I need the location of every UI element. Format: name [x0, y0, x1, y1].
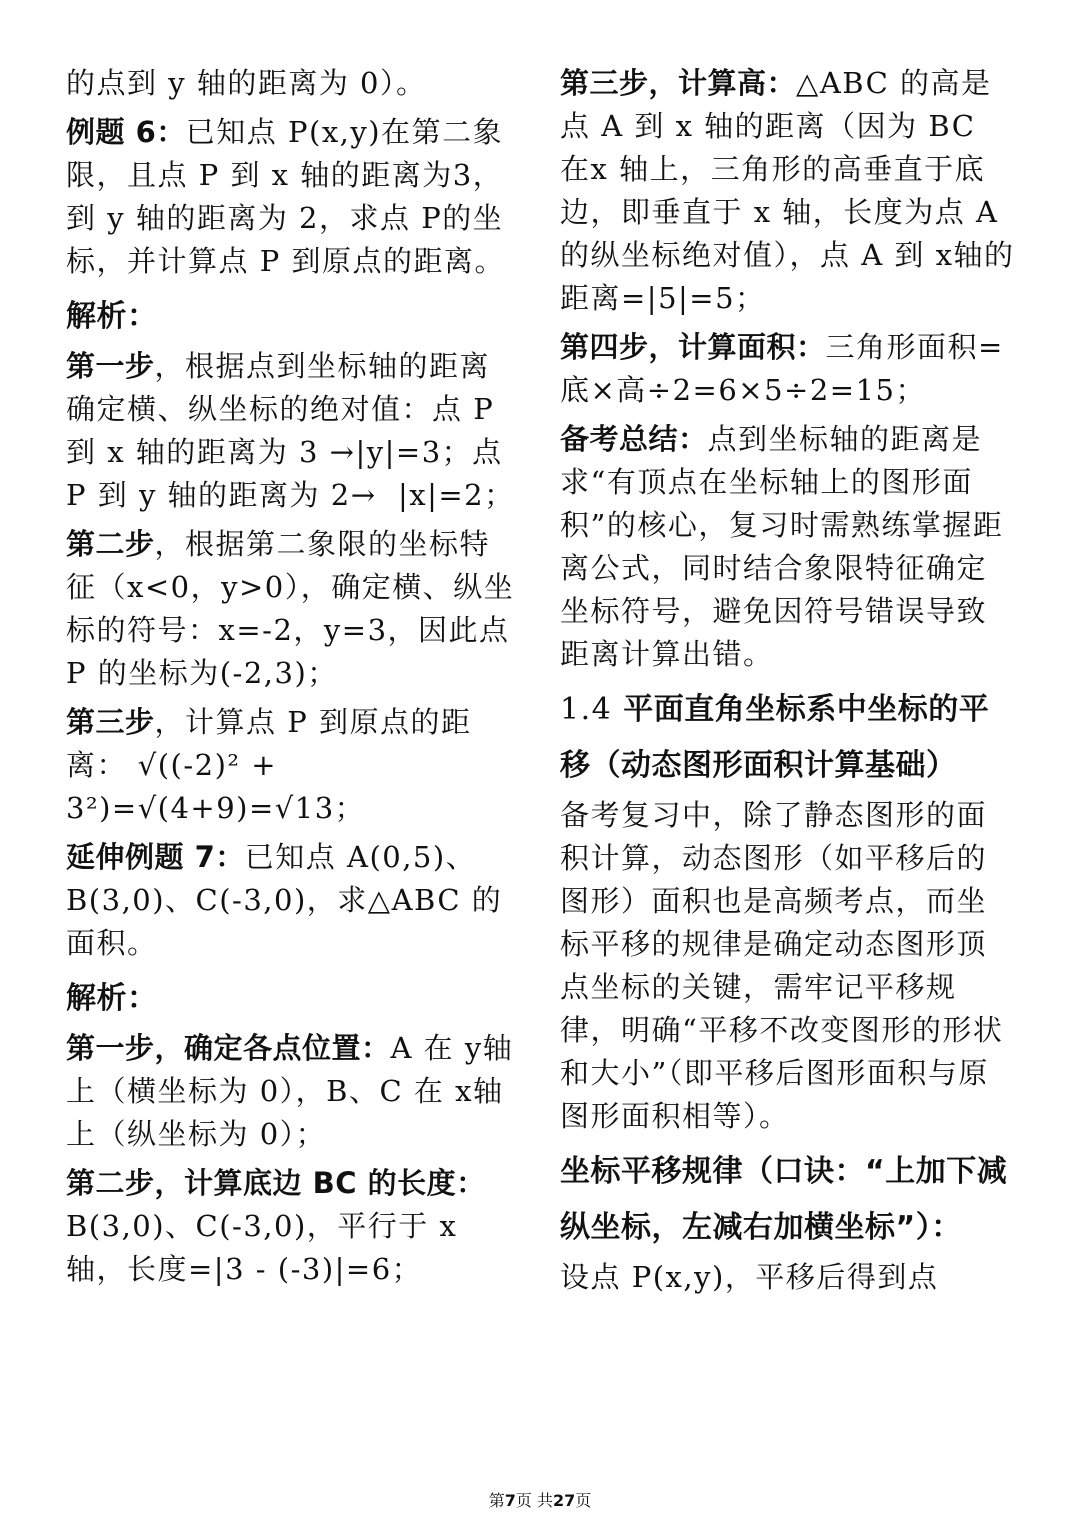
- body-text: ，根据第二象限的坐标特征（x<0，y>0），确定横、纵坐标的符号：x=-2，y=3，因此点 P 的坐标为(-2,3)；: [66, 527, 521, 690]
- paragraph: [66, 1027, 518, 1156]
- body-text: 已知点 P(x,y)在第二象限，且点 P 到 x 轴的距离为3，到 y 轴的距离为 2，求点 P的坐标，并计算点 P 到原点的距离。: [66, 115, 505, 278]
- body-text: ，根据点到坐标轴的距离确定横、纵坐标的绝对值：点 P 到 x 轴的距离为 3 →|y|=3；点 P 到 y 轴的距离为 2→ |x|=2；: [66, 349, 515, 512]
- body-text: 已知点 A(0,5)、B(3,0)、C(-3,0)，求△ABC 的面积。: [66, 840, 503, 960]
- footer-middle: 页 共: [515, 1491, 553, 1510]
- bold-label: 延伸例题 7：: [66, 840, 245, 874]
- bold-label: 第一步: [66, 349, 155, 383]
- paragraph: [560, 326, 1016, 412]
- paragraph: [66, 62, 518, 105]
- page-footer: [0, 1491, 1080, 1511]
- section-heading: [66, 971, 518, 1027]
- bold-label: 解析：: [66, 299, 158, 334]
- footer-prefix: 第: [488, 1491, 505, 1510]
- body-text: ，计算点 P 到原点的距离： √((-2)² + 3²)=√(4+9)=√13；: [66, 705, 472, 825]
- bold-label: 例题 6：: [66, 115, 186, 149]
- body-text: △ABC 的高是点 A 到 x 轴的距离（因为 BC 在x 轴上，三角形的高垂直于底边，即垂直于 x 轴，长度为点 A的纵坐标绝对值），点 A 到 x轴的距离=|5|=5；: [560, 66, 1015, 315]
- body-text: A 在 y轴上（横坐标为 0），B、C 在 x轴上（纵坐标为 0）；: [66, 1031, 514, 1151]
- section-number: 1.4: [560, 692, 624, 727]
- footer-suffix: 页: [575, 1491, 592, 1510]
- section-heading: [66, 289, 518, 345]
- section-heading: [560, 1144, 1016, 1256]
- body-text: 的点到 y 轴的距离为 0）。: [66, 66, 427, 100]
- bold-label: 备考总结：: [560, 422, 708, 456]
- paragraph: [560, 1256, 1016, 1299]
- bold-label: 解析：: [66, 981, 158, 1016]
- body-text: B(3,0)、C(-3,0)，平行于 x轴，长度=|3 - (-3)|=6；: [66, 1209, 458, 1286]
- body-text: 点到坐标轴的距离是求“有顶点在坐标轴上的图形面积”的核心，复习时需熟练掌握距离公式，同时结合象限特征确定坐标符号，避免因符号错误导致距离计算出错。: [560, 422, 1004, 671]
- bold-label: 第三步，计算高：: [560, 66, 797, 100]
- paragraph: [560, 62, 1016, 320]
- bold-label: 平面直角坐标系中坐标的平移（动态图形面积计算基础）: [560, 692, 990, 783]
- paragraph: [66, 523, 521, 695]
- bold-label: 第四步，计算面积：: [560, 330, 826, 364]
- bold-label: 第二步: [66, 527, 155, 561]
- paragraph: [66, 345, 518, 517]
- section-heading: [560, 682, 1016, 794]
- body-text: 三角形面积=底×高÷2=6×5÷2=15；: [560, 330, 1004, 407]
- body-text: 备考复习中，除了静态图形的面积计算，动态图形（如平移后的图形）面积也是高频考点，而坐标平移的规律是确定动态图形顶点坐标的关键，需牢记平移规律，明确“平移不改变图形的形状和大小”（即平移后图形面积与原图形面积相等）。: [560, 798, 1004, 1133]
- right-column: [560, 62, 1016, 1305]
- left-column: [66, 62, 521, 1297]
- paragraph: [66, 111, 518, 283]
- bold-label: 第一步，确定各点位置：: [66, 1031, 391, 1065]
- bold-label: 坐标平移规律（口诀：“上加下减纵坐标，左减右加横坐标”）：: [560, 1154, 1008, 1245]
- bold-label: 第二步，计算底边 BC 的长度：: [66, 1166, 486, 1200]
- footer-page-number: 7: [504, 1491, 516, 1510]
- bold-label: 第三步: [66, 705, 155, 739]
- body-text: 设点 P(x,y)，平移后得到点: [560, 1260, 939, 1294]
- footer-total-pages: 27: [552, 1491, 576, 1510]
- paragraph: [560, 794, 1016, 1138]
- paragraph: [66, 1162, 518, 1291]
- paragraph: [560, 418, 1016, 676]
- paragraph: [66, 701, 518, 830]
- paragraph: [66, 836, 518, 965]
